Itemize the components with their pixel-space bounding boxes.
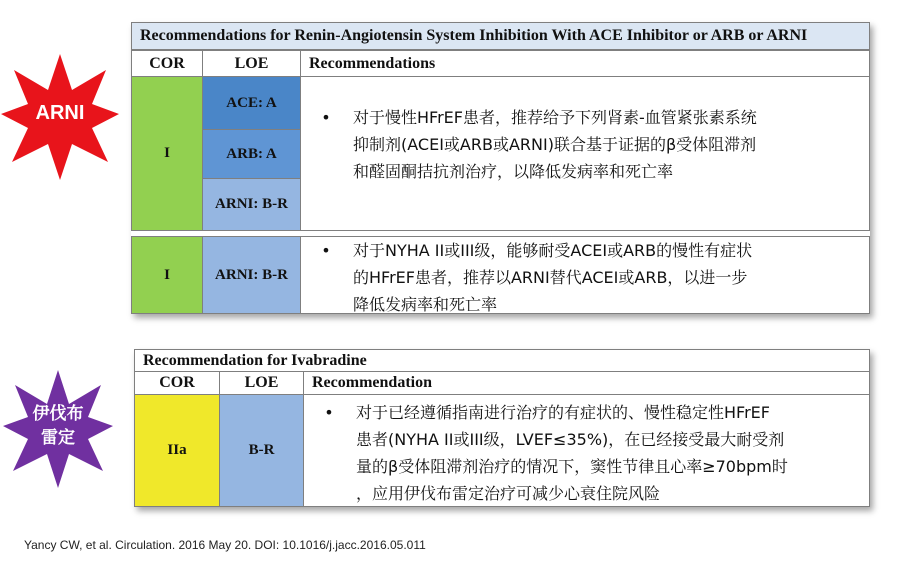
table1-row1-loe-ace: ACE: A bbox=[202, 76, 301, 130]
table2-row1-loe: B-R bbox=[219, 394, 304, 507]
table1-row1-text-line: 抑制剂(ACEI或ARB或ARNI)联合基于证据的β受体阻滞剂 bbox=[353, 135, 757, 154]
table1-row2-text-line: 的HFrEF患者，推荐以ARNI替代ACEI或ARB，以进一步 bbox=[353, 268, 748, 287]
ivabradine-badge-line2: 雷定 bbox=[41, 428, 75, 448]
ivabradine-badge bbox=[2, 368, 114, 490]
table1-row1-loe-arni: ARNI: B-R bbox=[202, 178, 301, 231]
citation: Yancy CW, et al. Circulation. 2016 May 20. DOI: 10.1016/j.jacc.2016.05.011 bbox=[24, 538, 426, 552]
table2-row1-text-line: 对于已经遵循指南进行治疗的有症状的、慢性稳定性HFrEF bbox=[356, 403, 770, 422]
table2-row1-text-line: 量的β受体阻滞剂治疗的情况下，窦性节律且心率≥70bpm时 bbox=[356, 457, 788, 476]
arni-badge bbox=[0, 52, 120, 182]
table1-row2-text-line: 降低发病率和死亡率 bbox=[353, 295, 498, 314]
bullet-icon: • bbox=[321, 241, 331, 260]
table1-header-cor: COR bbox=[131, 50, 203, 77]
table2-row1-cor: IIa bbox=[134, 394, 220, 507]
table2-row1-text-line: 患者(NYHA II或III级，LVEF≤35%)，在已经接受最大耐受剂 bbox=[356, 430, 785, 449]
table2-title: Recommendation for Ivabradine bbox=[134, 349, 870, 371]
ivabradine-badge-line1: 伊伐布 bbox=[32, 404, 84, 424]
table1-row1-recommendation bbox=[300, 76, 870, 231]
table1-row1-loe-arb: ARB: A bbox=[202, 129, 301, 179]
table1-row1-text-line: 对于慢性HFrEF患者，推荐给予下列肾素-血管紧张素系统 bbox=[353, 108, 757, 127]
table2-row1-text-line: ，应用伊伐布雷定治疗可减少心衰住院风险 bbox=[356, 484, 661, 503]
table1-row2-loe: ARNI: B-R bbox=[202, 236, 301, 314]
table2-header-recommendation: Recommendation bbox=[303, 371, 870, 395]
table1-header-recommendations: Recommendations bbox=[300, 50, 870, 77]
table1-title: Recommendations for Renin-Angiotensin System Inhibition With ACE Inhibitor or ARB or ARNI bbox=[131, 22, 870, 50]
table1-header-loe: LOE bbox=[202, 50, 301, 77]
table1-row2-cor: I bbox=[131, 236, 203, 314]
bullet-icon: • bbox=[324, 403, 334, 422]
bullet-icon: • bbox=[321, 108, 331, 127]
table1-row1-text-line: 和醛固酮拮抗剂治疗，以降低发病率和死亡率 bbox=[353, 162, 674, 181]
arni-badge-label: ARNI bbox=[35, 102, 85, 124]
table2-header-cor: COR bbox=[134, 371, 220, 395]
table2-row1-recommendation bbox=[303, 394, 870, 507]
table1-row1-cor: I bbox=[131, 76, 203, 231]
table1-row2-text-line: 对于NYHA II或III级，能够耐受ACEI或ARB的慢性有症状 bbox=[353, 241, 753, 260]
table2-header-loe: LOE bbox=[219, 371, 304, 395]
table1-row2-recommendation bbox=[300, 236, 870, 314]
